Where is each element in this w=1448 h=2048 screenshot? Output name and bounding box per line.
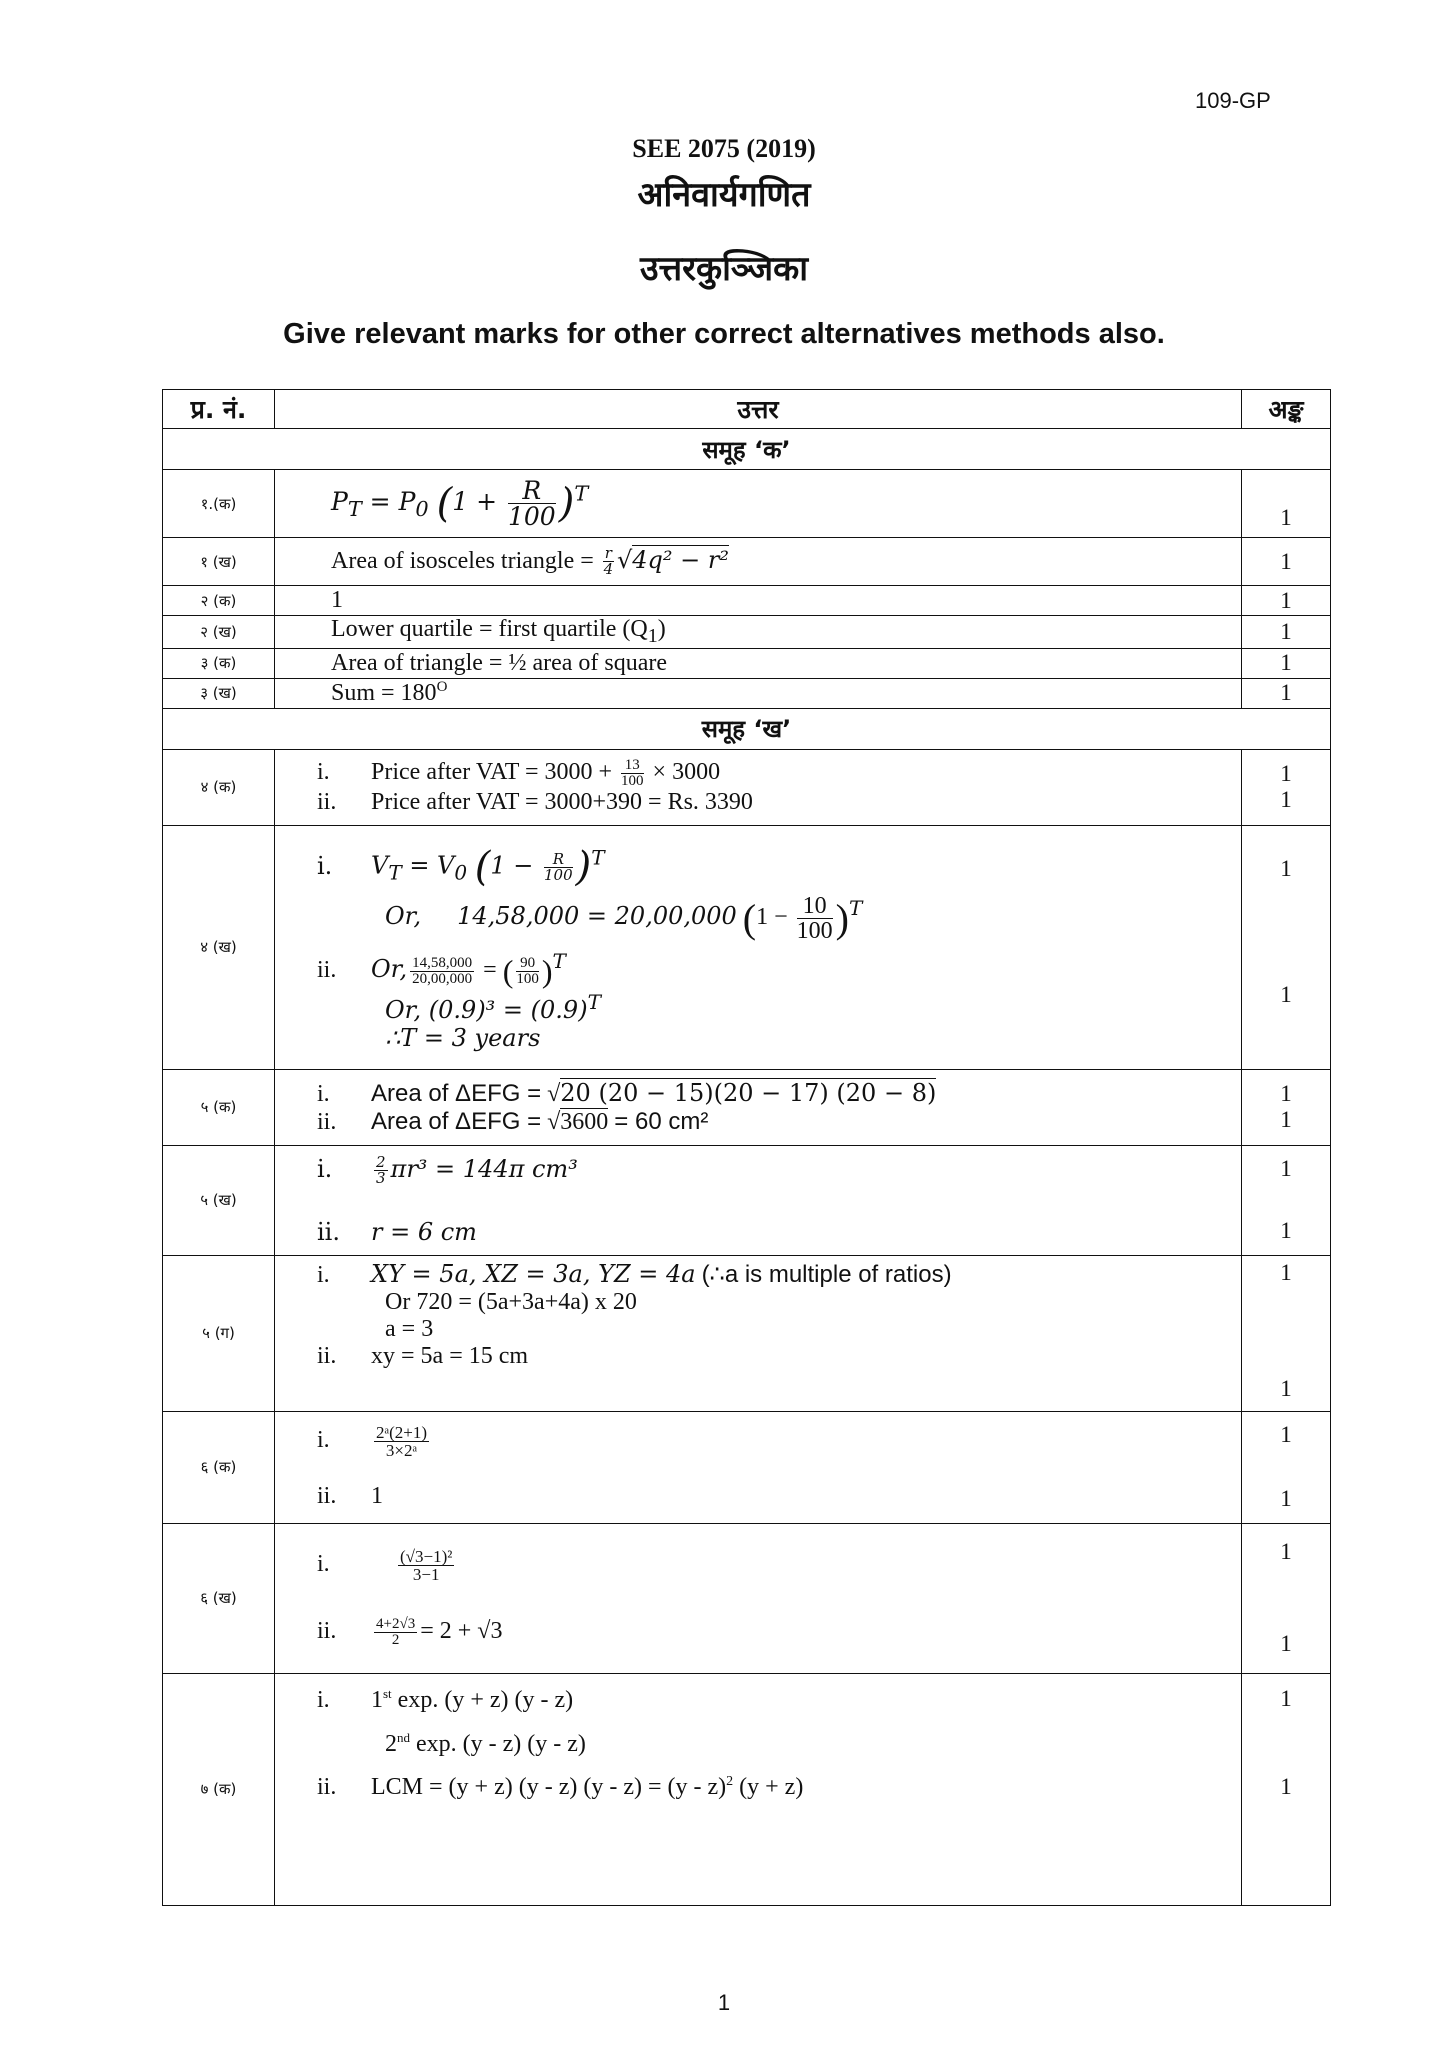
mark: 1 (1242, 538, 1331, 586)
table-row (163, 1145, 1331, 1255)
question-number: ६ (क) (163, 1411, 275, 1523)
exam-title: SEE 2075 (2019) (632, 134, 816, 163)
answer-line: (y + z) (733, 1773, 804, 1800)
marking-note: Give relevant marks for other correct alternatives methods also. (283, 318, 1165, 350)
marks-cell (1242, 1523, 1331, 1673)
answer-line: 14,58,000 = 20,00,000 (457, 902, 737, 931)
table-row (163, 470, 1331, 538)
answer-cell: i. XY = 5a, XZ = 3a, YZ = 4a (∴a is multiple of ratios) Or 720 = (5a+3a+4a) x 20 a = 3 ii. xy = 5a = 15 cm (275, 1255, 1242, 1411)
answer-line: Price after VAT = 3000+390 = Rs. 3390 (371, 789, 753, 816)
question-number: ५ (ख) (163, 1145, 275, 1255)
answer-line: Price after VAT = 3000 + (371, 759, 613, 786)
mark: 1 (1280, 761, 1292, 787)
question-number: १.(क) (163, 470, 275, 538)
answer-cell: i. $\frac{2}{3}$ πr³ = 144π cm³ ii. r = 6 cm (275, 1145, 1242, 1255)
answer-line: XY = 5a, XZ = 3a, YZ = 4a (371, 1259, 696, 1288)
table-row (163, 1411, 1331, 1523)
table-row (163, 678, 1331, 708)
table-row (163, 648, 1331, 678)
mark: 1 (1280, 982, 1292, 1008)
table-row (163, 538, 1331, 586)
question-number: २ (ख) (163, 616, 275, 649)
table-row (163, 616, 1331, 649)
answer-text: Area of isosceles triangle = (331, 548, 594, 574)
marks-cell (1242, 1255, 1331, 1411)
table-row (163, 1255, 1331, 1411)
answer-line: = 2 + √3 (420, 1618, 503, 1645)
answer-key-table (162, 389, 1331, 1906)
answer-text: ) (657, 616, 666, 642)
subscript: 1 (647, 624, 658, 647)
answer-cell (275, 470, 1242, 538)
question-number: ३ (ख) (163, 678, 275, 708)
answer-text: Sum = 180 (331, 680, 437, 707)
answer-cell (275, 616, 1242, 649)
fraction-numerator: 2ᵃ(2+1) (376, 1423, 428, 1443)
superscript: O (436, 679, 448, 696)
mark: 1 (1242, 678, 1331, 708)
answer-cell: i. 1st exp. (y + z) (y - z) 2nd exp. (y - z) (y - z) ii. LCM = (y + z) (y - z) (y - z) = (y - z)$^2$ (y + z) (275, 1673, 1242, 1905)
marks-cell (1242, 1673, 1331, 1905)
question-number: ५ (ग) (163, 1255, 275, 1411)
answer-line: a = 3 (385, 1315, 434, 1342)
radicand: 3600 (560, 1108, 609, 1135)
mark: 1 (1242, 586, 1331, 616)
marks-cell (1242, 825, 1331, 1069)
group-b-label: समूह ‘ख’ (163, 708, 1331, 749)
mark: 1 (1280, 1486, 1292, 1512)
answer-text: 1 (275, 586, 1242, 616)
answer-line: × 3000 (652, 759, 721, 786)
document-code: 109-GP (1195, 88, 1271, 113)
group-row (163, 429, 1331, 470)
answer-cell: i. Price after VAT = 3000 + $\frac{13}{100}$ × 3000 ii. Price after VAT = 3000+390 = Rs. 3390 (275, 749, 1242, 825)
question-number: १ (ख) (163, 538, 275, 586)
radicand: 20 (20 − 15)(20 − 17) (20 − 8) (560, 1078, 937, 1107)
mark: 1 (1280, 1259, 1292, 1285)
mark: 1 (1280, 1218, 1292, 1244)
table-row (163, 1673, 1331, 1905)
answer-line: Area of ΔEFG = (371, 1107, 542, 1135)
subject-title: अनिवार्यगणित (637, 175, 811, 215)
mark: 1 (1280, 1685, 1292, 1711)
question-number: ३ (क) (163, 648, 275, 678)
mark: 1 (1280, 1107, 1292, 1133)
mark: 1 (1280, 1422, 1292, 1448)
answer-line: πr³ = 144π cm³ (390, 1154, 578, 1183)
page-number: 1 (717, 1990, 731, 2015)
answer-note: (∴a is multiple of ratios) (701, 1260, 952, 1288)
mark: 1 (1280, 1539, 1292, 1565)
group-a-label: समूह ‘क’ (163, 429, 1331, 470)
answer-line: 1 (371, 1483, 383, 1510)
question-number: २ (क) (163, 586, 275, 616)
question-number: ६ (ख) (163, 1523, 275, 1673)
answer-cell (275, 678, 1242, 708)
mark: 1 (1242, 648, 1331, 678)
answer-line: exp. (y - z) (y - z) (410, 1730, 586, 1757)
mark: 1 (1280, 1375, 1292, 1401)
answer-line: Or 720 = (5a+3a+4a) x 20 (385, 1288, 637, 1315)
question-number: ७ (क) (163, 1673, 275, 1905)
header-question-number: प्र. नं. (163, 390, 275, 429)
table-row (163, 586, 1331, 616)
table-header-row (163, 390, 1331, 429)
header-marks: अङ्क (1242, 390, 1331, 429)
mark: 1 (1280, 1773, 1292, 1799)
answer-line: Area of ΔEFG = (371, 1079, 542, 1107)
answer-line: r = 6 cm (371, 1217, 477, 1246)
mark: 1 (1280, 1081, 1292, 1107)
mark: 1 (1242, 616, 1331, 649)
answer-cell: i. $\frac{\text{(√3−1)²}}{3-1}$ ii. $\frac{4+2√3}{2}$ = 2 + √3 (275, 1523, 1242, 1673)
table-row (163, 1069, 1331, 1145)
answer-line: = 60 cm² (614, 1107, 709, 1135)
answer-line: xy = 5a = 15 cm (371, 1342, 529, 1369)
answer-cell (275, 538, 1242, 586)
marks-cell (1242, 1145, 1331, 1255)
mark: 1 (1280, 856, 1292, 882)
answer-cell: i. $\frac{\text{2ᵃ(2+1)}}{\text{3×2ᵃ}}$ ii. 1 (275, 1411, 1242, 1523)
mark: 1 (1280, 1631, 1292, 1657)
group-row (163, 708, 1331, 749)
formula-isosceles-area: $\frac{r}{4}$ √4q² − r² (603, 544, 729, 578)
answer-text: Area of triangle = ½ area of square (275, 648, 1242, 678)
table-row (163, 1523, 1331, 1673)
marks-cell (1242, 1411, 1331, 1523)
mark: 1 (1280, 1156, 1292, 1182)
answer-line: ∴T = 3 years (385, 1024, 541, 1053)
formula-depreciation: i. $V_T = V_0$ (1 − $\frac{R}{100}$ )$^T$ (317, 844, 605, 891)
answer-line: exp. (y + z) (y - z) (391, 1686, 574, 1713)
question-number: ५ (क) (163, 1069, 275, 1145)
fraction-numerator: 14,58,000 (412, 955, 473, 972)
fraction-denominator: 3×2ᵃ (385, 1441, 418, 1461)
question-number: ४ (क) (163, 749, 275, 825)
answer-line: (0.9)³ = (0.9) (428, 996, 588, 1025)
marks-cell (1242, 749, 1331, 825)
marks-cell (1242, 1069, 1331, 1145)
fraction-denominator: 3−1 (412, 1565, 440, 1585)
question-number: ४ (ख) (163, 825, 275, 1069)
table-row (163, 825, 1331, 1069)
formula-population-growth: $P_T = P_0$ (1 + $\frac{R}{100}$ )$^T$ (331, 476, 589, 531)
answer-cell: i. Area of ΔEFG = √20 (20 − 15)(20 − 17) (20 − 8) ii. Area of ΔEFG = √3600 = 60 cm² (275, 1069, 1242, 1145)
answer-cell: i. $V_T = V_0$ (1 − $\frac{R}{100}$ )$^T$ Or, 14,58,000 = 20,00,000 (1 − $\frac{10}{100}$ )$^T$ ii. Or, $\frac{14,58,000}{20,00,000}$ = ( $\frac{90}{100}$ )$^T$ Or, $(0.9)^3 = (0.9)^T$ ∴T = 3 years (275, 825, 1242, 1069)
table-row (163, 749, 1331, 825)
answer-line: LCM = (y + z) (y - z) (y - z) = (y - z) (371, 1773, 727, 1800)
fraction-denominator: 20,00,000 (412, 971, 473, 988)
answer-text: Lower quartile = first quartile (Q (331, 616, 648, 642)
header-answer: उत्तर (275, 390, 1242, 429)
mark: 1 (1242, 470, 1331, 538)
answer-key-title: उत्तरकुञ्जिका (639, 249, 809, 289)
mark: 1 (1280, 787, 1292, 813)
